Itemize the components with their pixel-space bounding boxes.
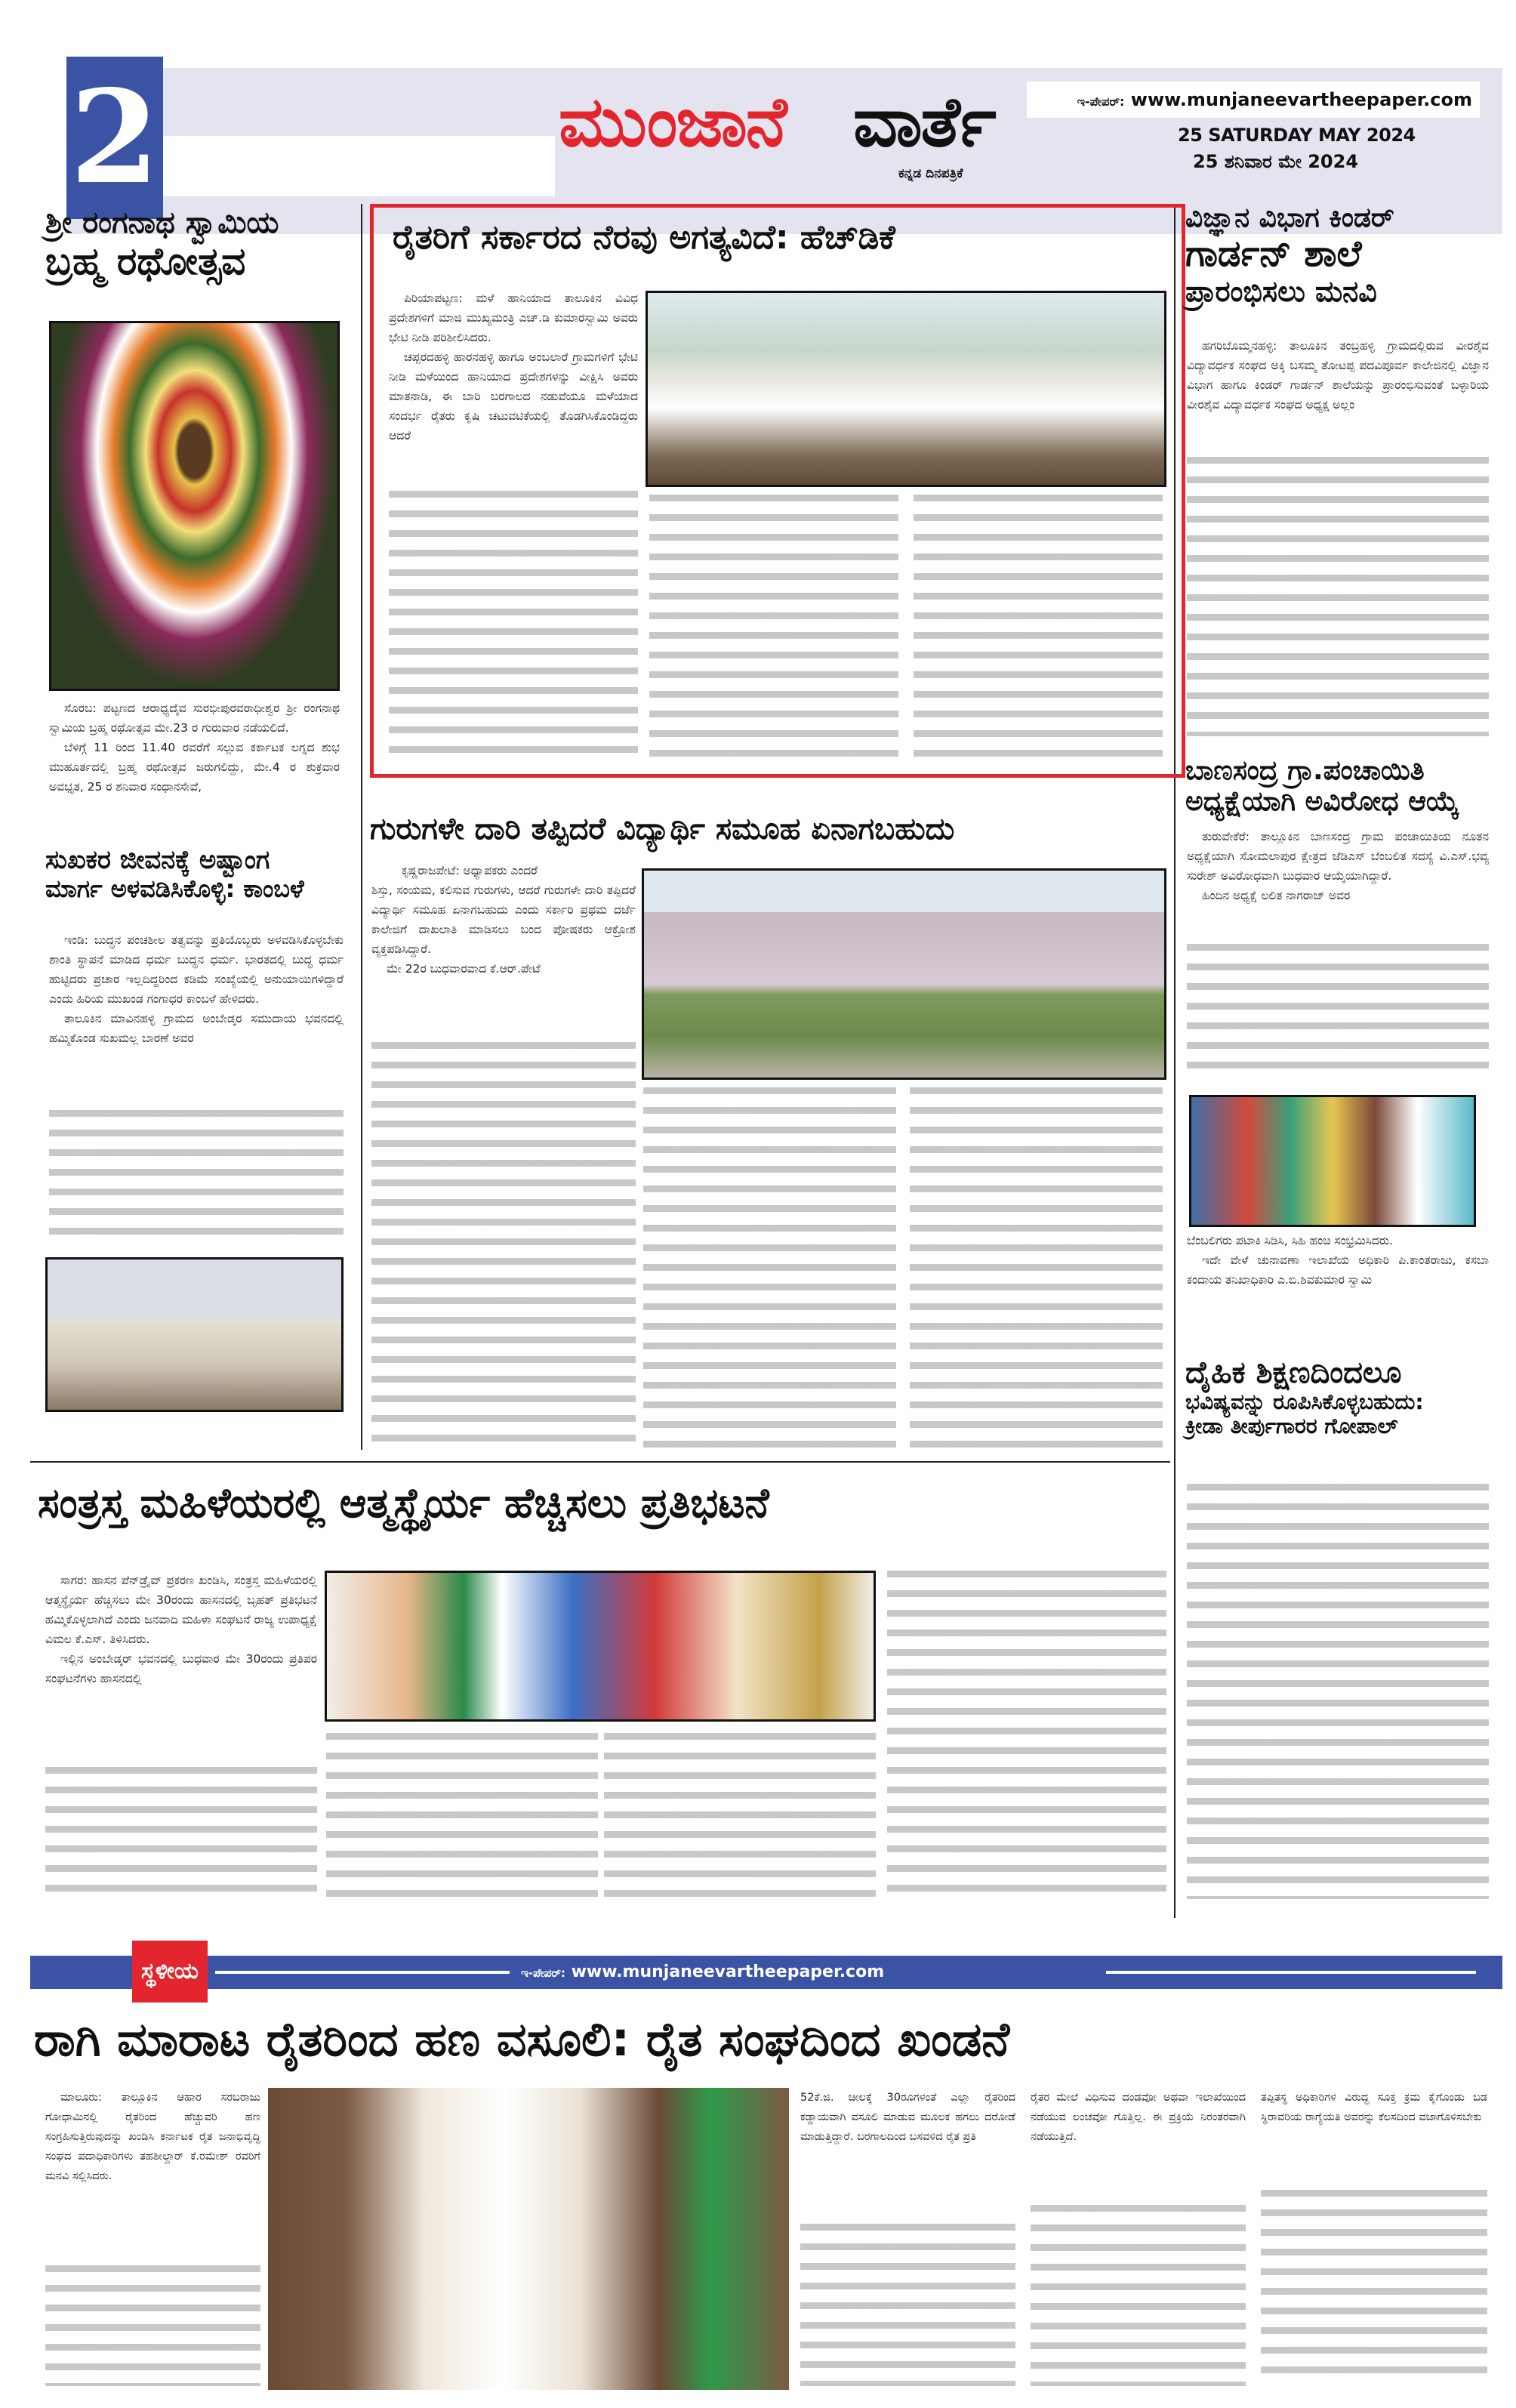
press-meet-photo: [325, 1571, 876, 1722]
field-visit-photo: [646, 291, 1166, 487]
kinder-body-continued: [1187, 457, 1489, 736]
ragi-col3-continued: [800, 2224, 1015, 2386]
ashtanga-body-continued: [49, 1110, 344, 1238]
santrasta-body-col4: [887, 1571, 1166, 1903]
guru-body: ಕೃಷ್ಣರಾಜಪೇಟೆ: ಅಧ್ಯಾಪಕರು ಎಂದರೆ ಶಿಸ್ತು, ಸಂಯಮ, ಕಲಿಸುವ ಗುರುಗಳು, ಆದರೆ ಗುರುಗಳೇ ದಾರಿ ತಪ್ಪಿದರೆ ವಿದ್ಯಾರ್ಥಿ ಸಮೂಹ ಏನಾಗಬಹುದು ಎಂದು ಸರ್ಕಾರಿ ಪ್ರಥಮ ದರ್ಜೆ ಕಾಲೇಜಿಗೆ ದಾಖಲಾತಿ ಮಾಡಿಸಲು ಬಂದ ಪೋಷಕರು ಆಕ್ರೋಶ ವ್ಯಕ್ತಪಡಿಸಿದ್ದಾರೆ. ಮೇ 22ರ ಬುಧವಾರವಾದ ಕೆ.ಆರ್.ಪೇಟೆ: [371, 864, 636, 976]
santrasta-body-col3: [604, 1733, 876, 1903]
kinder-body: ಹಗರಿಬೊಮ್ಮನಹಳ್ಳಿ: ತಾಲೂಕಿನ ತಂಬ್ರಹಳ್ಳಿ ಗ್ರಾಮದಲ್ಲಿರುವ ವೀರಶೈವ ವಿದ್ಯಾವರ್ಧಕ ಸಂಘದ ಅಕ್ಕಿ ಬಸಮ್ಮ ತೋಟಪ್ಪ ಪದವಿಪೂರ್ವ ಕಾಲೇಜಿನಲ್ಲಿ ವಿಜ್ಞಾನ ವಿಭಾಗ ಹಾಗೂ ಕಿಂಡರ್ ಗಾರ್ಡನ್ ಶಾಲೆಯನ್ನು ಪ್ರಾರಂಭಿಸುವಂತೆ ಬಳ್ಳಾರಿಯ ವೀರಶೈವ ವಿದ್ಯಾವರ್ಧಕ ಸಂಘದ ಅಧ್ಯಕ್ಷ ಅಲ್ಲಂ: [1187, 339, 1489, 412]
ragi-col5-continued: [1261, 2190, 1487, 2386]
daihika-body: [1187, 1484, 1489, 1899]
column-divider: [361, 204, 362, 1450]
santrasta-body-col2: [326, 1733, 598, 1903]
date-english: 25 SATURDAY MAY 2024: [1178, 125, 1416, 146]
ranganatha-body: ಸೊರಬ: ಪಟ್ಟಣದ ಆರಾಧ್ಯದೈವ ಸುರಭೀಪುರವರಾಧೀಶ್ವರ ಶ್ರೀ ರಂಗನಾಥ ಸ್ವಾಮಿಯ ಬ್ರಹ್ಮ ರಥೋತ್ಸವ ಮೇ.23 ರ ಗುರುವಾರ ನಡೆಯಲಿದೆ. ಬೆಳಿಗ್ಗೆ 11 ರಿಂದ 11.40 ರವರೆಗೆ ಸಲ್ಲುವ ಕರ್ಕಾಟಕ ಲಗ್ನದ ಶುಭ ಮುಹೂರ್ತದಲ್ಲಿ ಬ್ರಹ್ಮ ರಥೋತ್ಸವ ಜರುಗಲಿದ್ದು, ಮೇ.4 ರ ಶುಕ್ರವಾರ ಅವಭೃತ, 25 ರ ಶನಿವಾರ ಸಂಧಾನಸೇವೆ,: [49, 701, 340, 794]
temple-deity-photo: [49, 321, 340, 691]
logo-subtitle: ಕನ್ನಡ ದಿನಪತ್ರಿಕೆ: [898, 166, 963, 181]
college-building-photo: [642, 868, 1166, 1080]
headline-ashtanga: ಸುಖಕರ ಜೀವನಕ್ಕೆ ಅಷ್ಟಾಂಗ ಮಾರ್ಗ ಅಳವಡಿಸಿಕೊಳ್ಳಿ: ಕಾಂಬಳೆ: [45, 845, 304, 904]
headline-banasandra: ಬಾಣಸಂದ್ರ ಗ್ರಾ.ಪಂಚಾಯಿತಿ ಅಧ್ಯಕ್ಷೆಯಾಗಿ ಅವಿರೋಧ ಆಯ್ಕೆ: [1185, 755, 1459, 818]
santrasta-body-continued: [45, 1767, 317, 1903]
banasandra-body-continued: [1187, 944, 1489, 1080]
date-kannada: 25 ಶನಿವಾರ ಮೇ 2024: [1193, 151, 1359, 172]
ragi-col5: ತಪ್ಪಿತಸ್ಥ ಅಧಿಕಾರಿಗಳ ವಿರುದ್ಧ ಸೂಕ್ತ ಕ್ರಮ ಕೈಗೊಂಡು ಬಡ ಸ್ಥಿರಾವರಿಯ ರಾಗ್ಯೆಯತಿ ಅವರನ್ನು ಕೆಲಸದಿಂದ ವಜಾಗೊಳಿಸಬೇಕು: [1261, 2092, 1487, 2123]
ragi-col4-continued: [1031, 2205, 1246, 2386]
epaper-url[interactable]: www.munjaneevartheepaper.com: [1130, 89, 1472, 110]
ragi-col3: 52ಕೆ.ಜಿ. ಚೀಲಕ್ಕೆ 30ರೂಗಳಂತೆ ಎಲ್ಲಾ ರೈತರಿಂದ ಕಡ್ಡಾಯವಾಗಿ ವಸೂಲಿ ಮಾಡುವ ಮೂಲಕ ಹಗಲು ದರೋಡೆ ಮಾಡುತ್ತಿದ್ದಾರೆ. ಬರಗಾಲದಿಂದ ಬಸವಳಿದ ರೈತ ಪ್ರತಿ: [800, 2092, 1015, 2143]
hdk-body-continued: [389, 491, 638, 763]
ragi-body-continued: [45, 2265, 260, 2386]
guru-body-continued: [371, 1042, 636, 1450]
banasandra-body: ತುರುವೇಕೆರೆ: ತಾಲ್ಲೂಕಿನ ಬಾಣಸಂದ್ರ ಗ್ರಾಮ ಪಂಚಾಯಿತಿಯ ನೂತನ ಅಧ್ಯಕ್ಷೆಯಾಗಿ ಸೋಮಲಾಪುರ ಕ್ಷೇತ್ರದ ಜೆಡಿಎಸ್ ಬೆಂಬಲಿತ ಸದಸ್ಯೆ ವಿ.ಎಸ್.ಭವ್ಯ ಸುರೇಶ್ ಅವಿರೋಧವಾಗಿ ಬುಧವಾರ ಆಯ್ಕೆಯಾಗಿದ್ದಾರೆ. ಹಿಂದಿನ ಅಧ್ಯಕ್ಷೆ ಲಲಿತ ನಾಗರಾಜ್ ಅವರ: [1187, 830, 1489, 902]
ashtanga-body: ಇಂಡಿ: ಬುದ್ಧನ ಪಂಚಶೀಲ ತತ್ವವನ್ನು ಪ್ರತಿಯೊಬ್ಬರು ಅಳವಡಿಸಿಕೊಳ್ಳಬೇಕು ಶಾಂತಿ ಸ್ಥಾಪನೆ ಮಾಡಿದ ಧರ್ಮ ಬುದ್ಧನ ಧರ್ಮ. ಭಾರತದಲ್ಲಿ ಬುದ್ಧ ಧರ್ಮ ಹುಟ್ಟಿದರು ಪ್ರಚಾರ ಇಲ್ಲದಿದ್ದರಿಂದ ಕಡಿಮೆ ಸಂಖ್ಯೆಯಲ್ಲಿ ಅನುಯಾಯಿಗಳಿದ್ದಾರೆ ಎಂದು ಹಿರಿಯ ಮುಖಂಡ ಗಂಗಾಧರ ಕಾಂಬಳೆ ಹೇಳಿದರು. ತಾಲೂಕಿನ ಮಾವಿನಹಳ್ಳಿ ಗ್ರಾಮದ ಅಂಬೇಡ್ಕರ ಸಮುದಾಯ ಭವನದಲ್ಲಿ ಹಮ್ಮಿಕೊಂಡ ಸುಖಮಲ್ಲ ಬಾರಣೆ ಅವರ: [49, 933, 344, 1045]
guru-body-col2: [643, 1087, 896, 1450]
epaper-label: ಇ-ಪೇಪರ್:: [1077, 94, 1125, 109]
band-epaper-link[interactable]: ಇ-ಪೇಪರ್: www.munjaneevartheepaper.com: [521, 1962, 885, 1981]
headline-daihika: ದೈಹಿಕ ಶಿಕ್ಷಣದಿಂದಲೂ ಭವಿಷ್ಯವನ್ನು ರೂಪಿಸಿಕೊಳ್ಳಬಹುದು: ಕ್ರೀಡಾ ತೀರ್ಪುಗಾರರ ಗೋಪಾಲ್: [1185, 1355, 1424, 1439]
headline-guru: ಗುರುಗಳೇ ದಾರಿ ತಪ್ಪಿದರೆ ವಿದ್ಯಾರ್ಥಿ ಸಮೂಹ ಏನಾಗಬಹುದು: [370, 812, 955, 846]
headline-santrasta: ಸಂತ್ರಸ್ತ ಮಹಿಳೆಯರಲ್ಲಿ ಆತ್ಮಸ್ಥೈರ್ಯ ಹೆಚ್ಚಿಸಲು ಪ್ರತಿಭಟನೆ: [38, 1479, 769, 1527]
memorandum-photo: [268, 2088, 789, 2390]
band-rule-left: [215, 1971, 510, 1974]
headline-hdk: ರೈತರಿಗೆ ಸರ್ಕಾರದ ನೆರವು ಅಗತ್ಯವಿದೆ: ಹೆಚ್‌ಡಿಕೆ: [393, 218, 895, 257]
page-number: 2: [66, 57, 163, 219]
band-rule-right: [1106, 1971, 1476, 1974]
ragi-col4: ರೈತರ ಮೇಲೆ ವಿಧಿಸುವ ದಂಡವೋ ಅಥವಾ ಇಲಾಖೆಯಿಂದ ನಡೆಯುವ ಲಂಚವೋ ಗೊತ್ತಿಲ್ಲ. ಈ ಪ್ರಕ್ರಿಯೆ ನಿರಂತರವಾಗಿ ನಡೆಯುತ್ತಿದೆ.: [1031, 2092, 1246, 2143]
hdk-body: ಪಿರಿಯಾಪಟ್ಟಣ: ಮಳೆ ಹಾನಿಯಾದ ತಾಲೂಕಿನ ವಿವಿಧ ಪ್ರದೇಶಗಳಿಗೆ ಮಾಜಿ ಮುಖ್ಯಮಂತ್ರಿ ಎಚ್.ಡಿ ಕುಮಾರಸ್ವಾಮಿ ಅವರು ಭೇಟಿ ನೀಡಿ ಪರಿಶೀಲಿಸಿದರು. ಚಪ್ಪರದಹಳ್ಳಿ ಹಾರನಹಳ್ಳಿ ಹಾಗೂ ಅಂಬಲಾರೆ ಗ್ರಾಮಗಳಿಗೆ ಭೇಟಿ ನೀಡಿ ಮಳೆಯಿಂದ ಹಾನಿಯಾದ ಪ್ರದೇಶಗಳನ್ನು ವೀಕ್ಷಿಸಿ ಅವರು ಮಾತನಾಡಿ, ಈ ಬಾರಿ ಬರಗಾಲದ ನಡುವೆಯೂ ಮಳೆಯಾದ ಸಂದರ್ಭ ರೈತರು ಕೃಷಿ ಚಟುವಟಿಕೆಯಲ್ಲಿ ತೊಡಗಿಸಿಕೊಂಡಿದ್ದರು ಆದರೆ: [389, 291, 638, 442]
masthead-white-strip: [162, 136, 555, 196]
ragi-body: ಮಾಲೂರು: ತಾಲ್ಲೂಕಿನ ಆಹಾರ ಸರಬರಾಜು ಗೋಧಾಮಿನಲ್ಲಿ ರೈತರಿಂದ ಹೆಚ್ಚುವರಿ ಹಣ ಸಂಗ್ರಹಿಸುತ್ತಿರುವುದನ್ನು ಖಂಡಿಸಿ ಕರ್ನಾಟಕ ರೈತ ಜನಾಭಿವೃದ್ಧಿ ಸಂಘದ ಪದಾಧಿಕಾರಿಗಳು ತಹಶೀಲ್ದಾರ್ ಕೆ.ರಮೇಶ್ ರವರಿಗೆ ಮನವಿ ಸಲ್ಲಿಸಿದರು.: [45, 2092, 260, 2182]
epaper-link[interactable]: [1027, 82, 1480, 118]
banasandra-body-after: ಬೆಂಬಲಿಗರು ಪಟಾಕಿ ಸಿಡಿಸಿ, ಸಿಹಿ ಹಂಚಿ ಸಂಭ್ರಮಿಸಿದರು. ಇದೇ ವೇಳೆ ಚುನಾವಣಾ ಇಲಾಖೆಯ ಅಧಿಕಾರಿ ಪಿ.ಕಾಂತರಾಜು, ಕಸಬಾ ಕಂದಾಯ ತನಿಖಾಧಿಕಾರಿ ಎ.ಬಿ.ಶಿವಕುಮಾರ ಸ್ವಾಮಿ: [1187, 1234, 1489, 1287]
headline-ranganatha: ಶ್ರೀ ರಂಗನಾಥ ಸ್ವಾಮಿಯ ಬ್ರಹ್ಮ ರಥೋತ್ಸವ: [45, 205, 279, 283]
guru-body-col3: [910, 1087, 1163, 1450]
logo-varthe: ವಾರ್ತೆ: [853, 82, 995, 162]
headline-ragi: ರಾಗಿ ಮಾರಾಟ ರೈತರಿಂದ ಹಣ ವಸೂಲಿ: ರೈತ ಸಂಘದಿಂದ ಖಂಡನೆ: [34, 2012, 1010, 2067]
headline-kinder: ವಿಜ್ಞಾನ ವಿಭಾಗ ಕಿಂಡರ್ ಗಾರ್ಡನ್ ಶಾಲೆ ಪ್ರಾರಂಭಿಸಲು ಮನವಿ: [1185, 202, 1394, 308]
santrasta-body: ಸಾಗರ: ಹಾಸನ ಪೆನ್‌ಡ್ರೈವ್ ಪ್ರಕರಣ ಖಂಡಿಸಿ, ಸಂತ್ರಸ್ತ ಮಹಿಳೆಯರಲ್ಲಿ ಆತ್ಮಸ್ಥೈರ್ಯ ಹೆಚ್ಚಿಸಲು ಮೇ 30ರಂದು ಹಾಸನದಲ್ಲಿ ಬೃಹತ್ ಪ್ರತಿಭಟನೆ ಹಮ್ಮಿಕೊಳ್ಳಲಾಗಿದೆ ಎಂದು ಜನವಾದಿ ಮಹಿಳಾ ಸಂಘಟನೆ ರಾಜ್ಯ ಉಪಾಧ್ಯಕ್ಷೆ ವಿಮಲ ಕೆ.ಎಸ್. ತಿಳಿಸಿದರು. ಇಲ್ಲಿನ ಅಂಬೇಡ್ಕರ್ ಭವನದಲ್ಲಿ ಬುಧವಾರ ಮೇ 30ರಂದು ಪ್ರತಿಪರ ಸಂಘಟನೆಗಳು ಹಾಸನದಲ್ಲಿ: [45, 1574, 317, 1685]
logo-munjane: ಮುಂಜಾನೆ: [559, 82, 786, 162]
hdk-body-col2: [649, 495, 898, 763]
section-tag-local: ಸ್ಥಳೀಯ: [132, 1941, 208, 2003]
section-divider: [30, 1461, 1170, 1463]
hdk-body-col3: [914, 495, 1163, 763]
buddha-statue-photo: [45, 1257, 344, 1412]
group-celebration-photo: [1189, 1095, 1476, 1227]
